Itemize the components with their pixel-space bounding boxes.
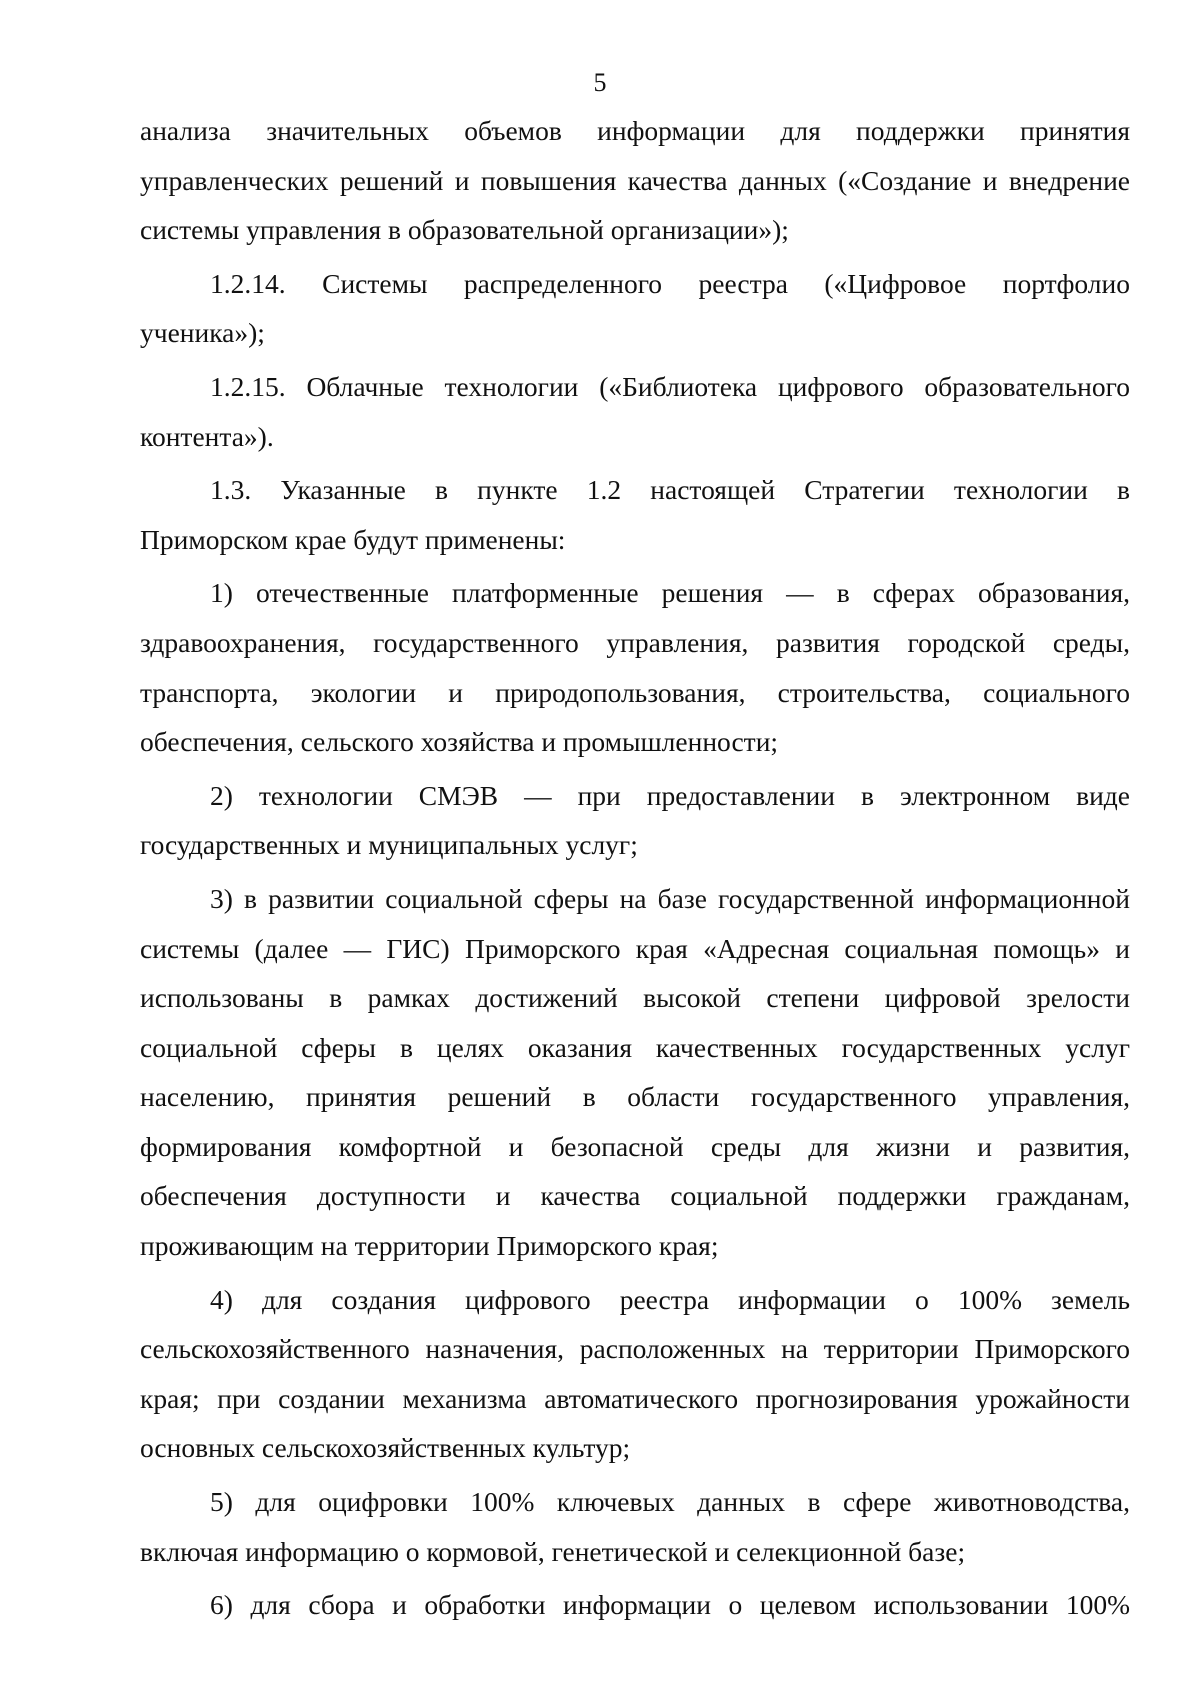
text-line: контента»). — [140, 420, 274, 452]
document-body — [140, 106, 1130, 1634]
paragraph — [140, 106, 1130, 255]
text-line: системы управления в образовательной организации»); — [140, 214, 789, 246]
text-line: 1.2.15. Облачные технологии («Библиотека цифрового образовательного — [210, 370, 1130, 402]
paragraph — [140, 259, 1130, 358]
text-line: 6) для сбора и обработки информации о целевом использовании 100% — [210, 1589, 1130, 1621]
text-line: системы (далее — ГИС) Приморского края «Адресная социальная помощь» и — [140, 932, 1130, 964]
text-line: 1) отечественные платформенные решения — в сферах образования, — [210, 577, 1130, 609]
text-line: 1.3. Указанные в пункте 1.2 настоящей Стратегии технологии в — [210, 474, 1130, 506]
text-line: обеспечения доступности и качества социальной поддержки гражданам, — [140, 1180, 1130, 1212]
text-line: включая информацию о кормовой, генетической и селекционной базе; — [140, 1535, 966, 1567]
text-line: края; при создании механизма автоматического прогнозирования урожайности — [140, 1382, 1130, 1414]
text-line: проживающим на территории Приморского края; — [140, 1230, 719, 1262]
text-line: 3) в развитии социальной сферы на базе государственной информационной — [210, 882, 1130, 914]
paragraph — [140, 1275, 1130, 1473]
text-line: Приморском крае будут применены: — [140, 523, 566, 555]
text-line: формирования комфортной и безопасной среды для жизни и развития, — [140, 1130, 1130, 1162]
text-line: транспорта, экологии и природопользования, строительства, социального — [140, 676, 1130, 708]
text-line: здравоохранения, государственного управления, развития городской среды, — [140, 626, 1130, 658]
paragraph — [140, 1477, 1130, 1576]
paragraph — [140, 568, 1130, 766]
text-line: 4) для создания цифрового реестра информации о 100% земель — [210, 1283, 1130, 1315]
text-line: ученика»); — [140, 317, 265, 349]
paragraph — [140, 1580, 1130, 1630]
text-line: 1.2.14. Системы распределенного реестра («Цифровое портфолио — [210, 267, 1130, 299]
paragraph — [140, 771, 1130, 870]
text-line: использованы в рамках достижений высокой степени цифровой зрелости — [140, 982, 1130, 1014]
text-line: анализа значительных объемов информации для поддержки принятия — [140, 115, 1130, 146]
page-number: 5 — [593, 68, 607, 97]
text-line: управленческих решений и повышения качества данных («Создание и внедрение — [140, 164, 1130, 196]
text-line: основных сельскохозяйственных культур; — [140, 1432, 631, 1464]
text-line: обеспечения, сельского хозяйства и промышленности; — [140, 726, 779, 758]
text-line: 5) для оцифровки 100% ключевых данных в сфере животноводства, — [210, 1486, 1130, 1518]
text-line: государственных и муниципальных услуг; — [140, 829, 638, 861]
paragraph — [140, 362, 1130, 461]
text-line: социальной сферы в целях оказания качественных государственных услуг — [140, 1031, 1130, 1063]
text-line: населению, принятия решений в области государственного управления, — [140, 1081, 1130, 1113]
paragraph — [140, 874, 1130, 1271]
paragraph — [140, 465, 1130, 564]
text-line: сельскохозяйственного назначения, расположенных на территории Приморского — [140, 1333, 1130, 1365]
text-line: 2) технологии СМЭВ — при предоставлении в электронном виде — [210, 779, 1130, 811]
